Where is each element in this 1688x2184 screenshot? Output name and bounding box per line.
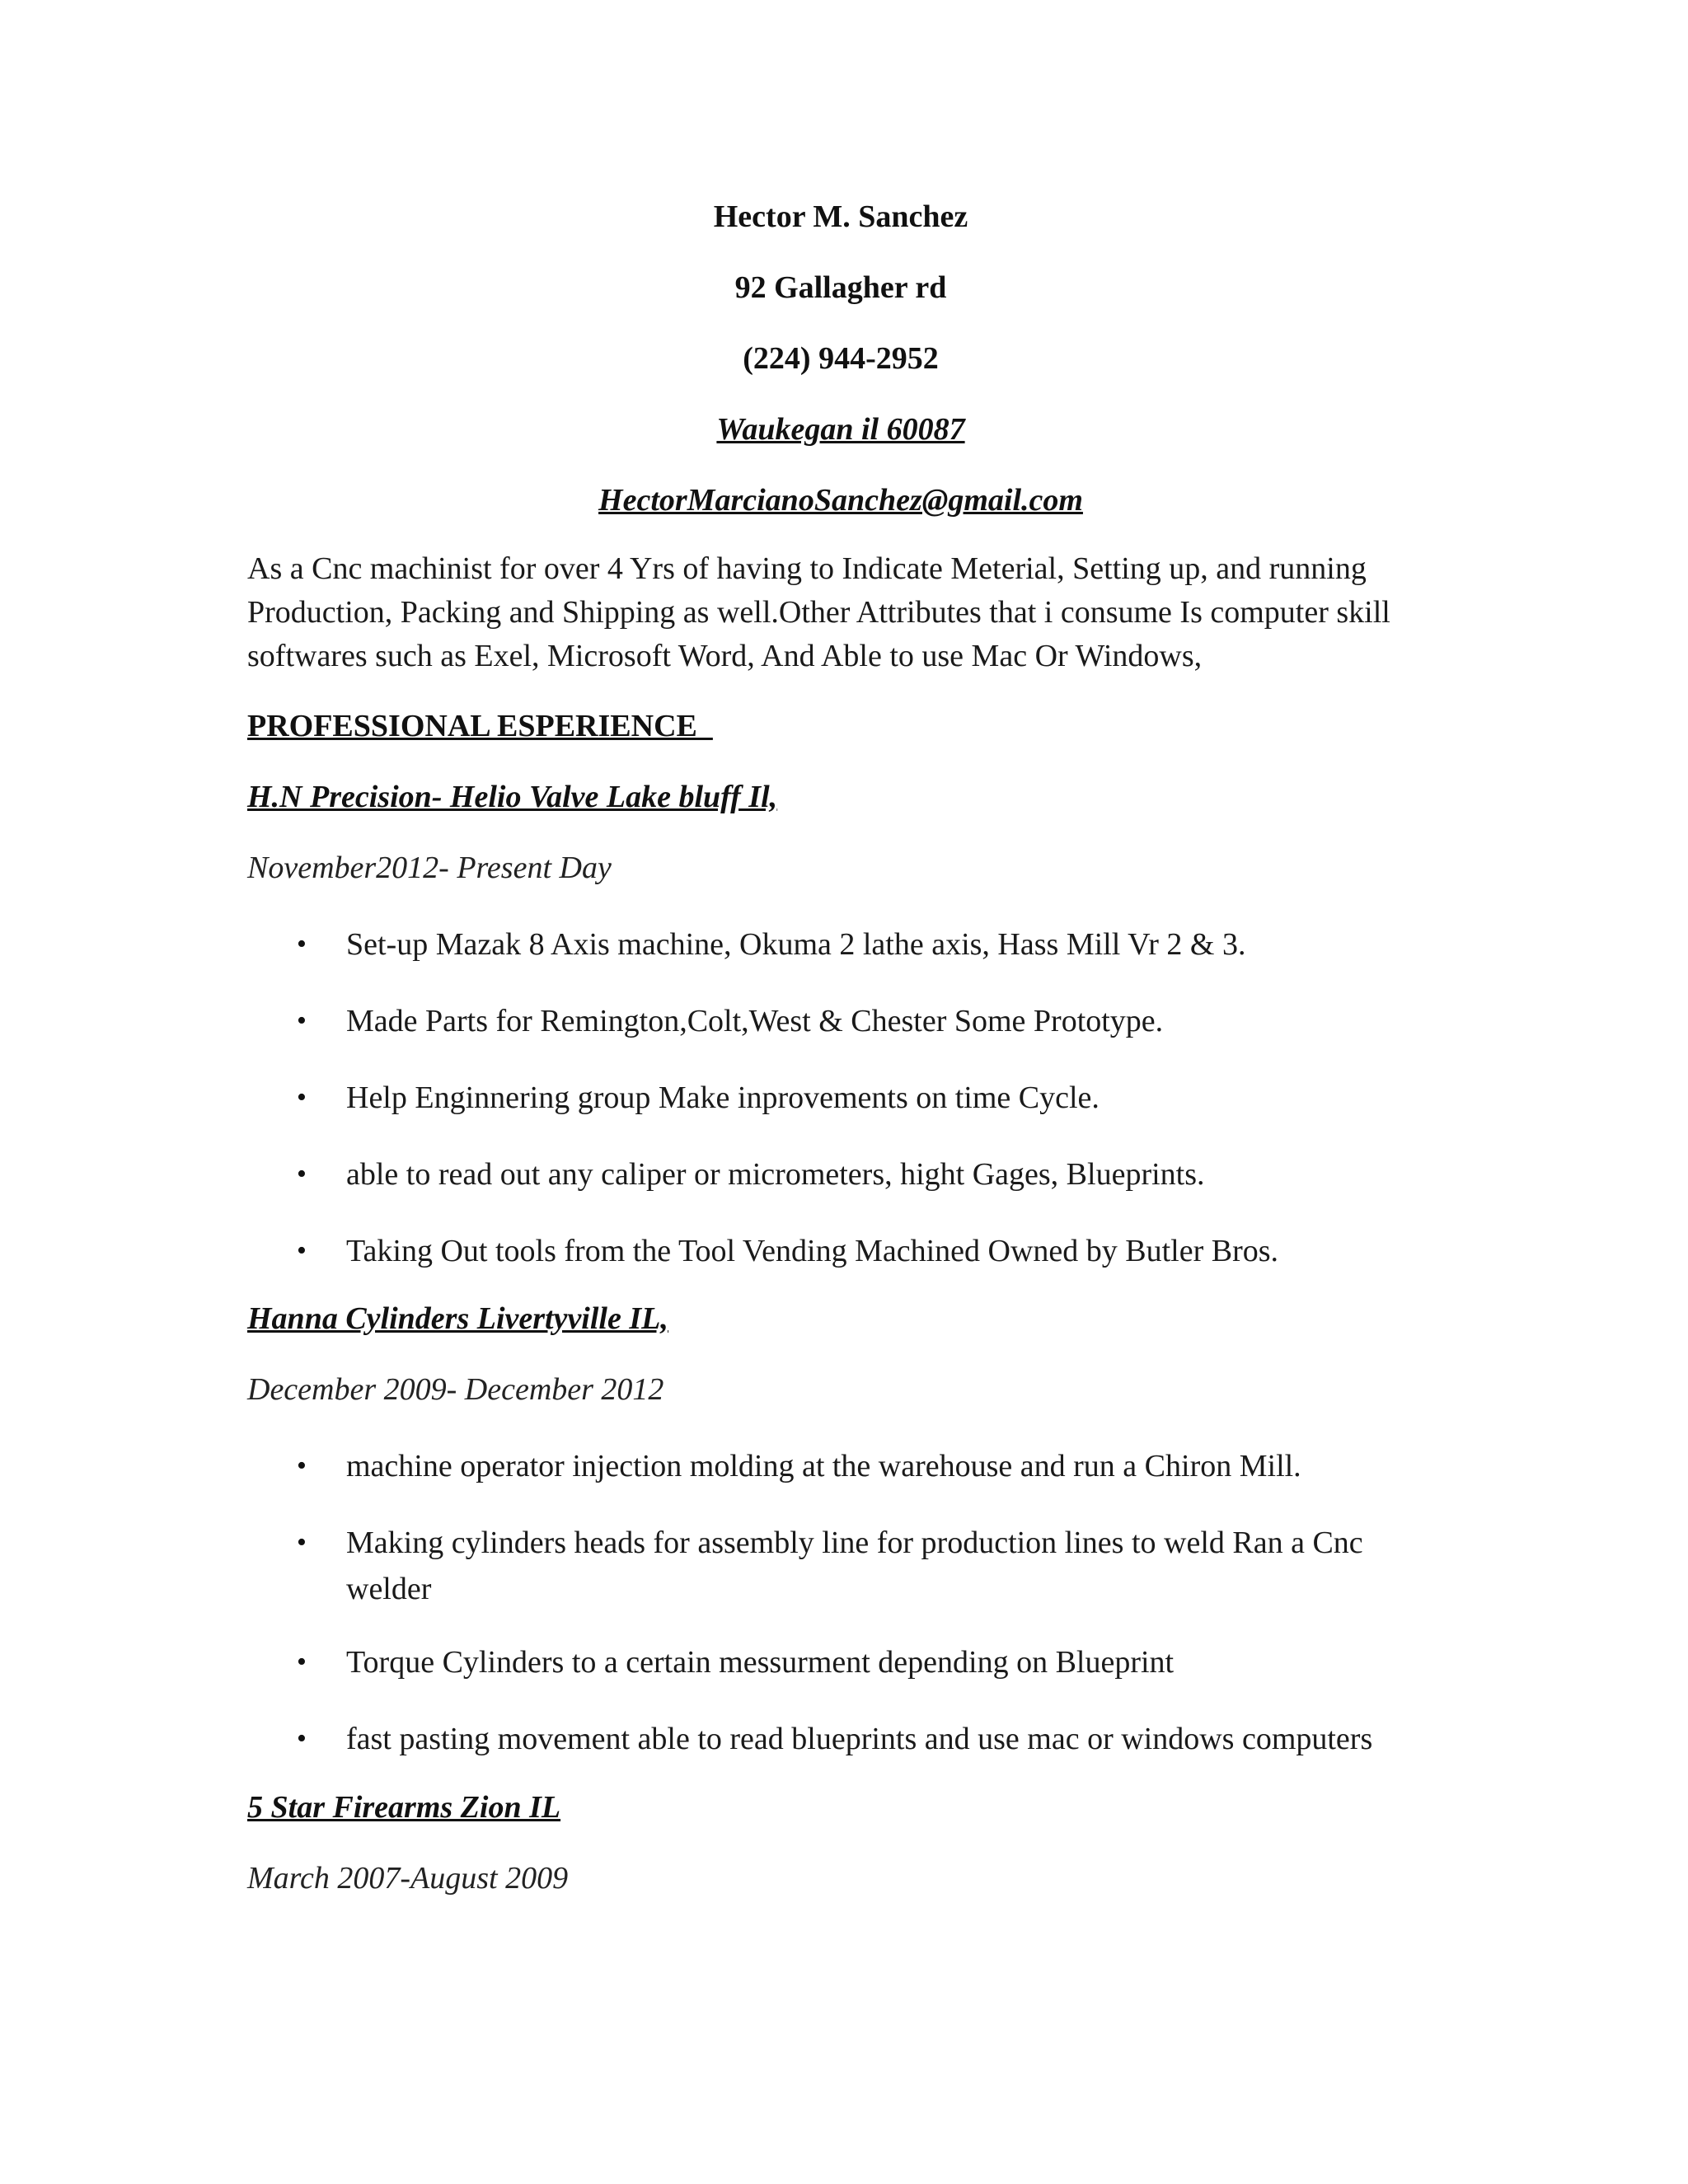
job-2-bullet-1 <box>297 1443 1451 1489</box>
phone-number: (224) 944-2952 <box>743 341 939 376</box>
job-1-bullet-3 <box>297 1075 1451 1121</box>
job-2-bullet-4 <box>297 1716 1451 1762</box>
job-1-bullet-5 <box>297 1228 1451 1274</box>
bullet-icon: • <box>297 1235 307 1266</box>
bullet-text: fast pasting movement able to read blueprints and use mac or windows computers <box>346 1722 1373 1756</box>
bullet-text: Torque Cylinders to a certain messurment depending on Blueprint <box>346 1645 1175 1680</box>
job-2-bullet-3 <box>297 1639 1451 1685</box>
job-1-dates: November2012- Present Day <box>247 851 612 885</box>
bullet-icon: • <box>297 1527 307 1558</box>
bullet-icon: • <box>297 1005 307 1036</box>
email-link[interactable]: HectorMarcianoSanchez@gmail.com <box>598 483 1083 518</box>
bullet-text: machine operator injection molding at the warehouse and run a Chiron Mill. <box>346 1449 1301 1483</box>
job-3-employer: 5 Star Firearms Zion IL <box>247 1790 561 1825</box>
bullet-icon: • <box>297 1159 307 1189</box>
bullet-text: Making cylinders heads for assembly line for production lines to weld Ran a Cnc welder <box>346 1526 1363 1606</box>
bullet-text: able to read out any caliper or micrometers, hight Gages, Blueprints. <box>346 1157 1205 1192</box>
job-1-bullet-2 <box>297 998 1451 1044</box>
job-2-employer: Hanna Cylinders Livertyville IL, <box>247 1301 668 1336</box>
street-address: 92 Gallagher rd <box>734 270 947 305</box>
job-1-bullet-4 <box>297 1151 1451 1197</box>
bullet-icon: • <box>297 929 307 959</box>
bullet-icon: • <box>297 1082 307 1113</box>
city-state-zip: Waukegan il 60087 <box>716 412 965 447</box>
job-1-bullet-1 <box>297 921 1451 968</box>
applicant-name: Hector M. Sanchez <box>713 199 968 234</box>
bullet-icon: • <box>297 1647 307 1677</box>
section-heading-experience: PROFESSIONAL ESPERIENCE <box>247 709 713 743</box>
bullet-text: Help Enginnering group Make inprovements on time Cycle. <box>346 1080 1100 1115</box>
job-3-dates: March 2007-August 2009 <box>247 1861 569 1896</box>
summary-paragraph: As a Cnc machinist for over 4 Yrs of having to Indicate Meterial, Setting up, and running Production, Packing and Shipping as well.Other Attributes that i consume Is computer skill softwares such as Exel, Microsoft Word, And Able to use Mac Or Windows, <box>247 551 1390 673</box>
bullet-text: Taking Out tools from the Tool Vending Machined Owned by Butler Bros. <box>346 1234 1279 1268</box>
job-1-employer: H.N Precision- Helio Valve Lake bluff Il, <box>247 780 778 814</box>
job-2-dates: December 2009- December 2012 <box>247 1372 664 1407</box>
bullet-icon: • <box>297 1451 307 1481</box>
bullet-icon: • <box>297 1723 307 1754</box>
bullet-text: Set-up Mazak 8 Axis machine, Okuma 2 lathe axis, Hass Mill Vr 2 & 3. <box>346 927 1246 962</box>
job-2-bullet-2 <box>297 1520 1451 1612</box>
bullet-text: Made Parts for Remington,Colt,West & Chester Some Prototype. <box>346 1004 1164 1038</box>
